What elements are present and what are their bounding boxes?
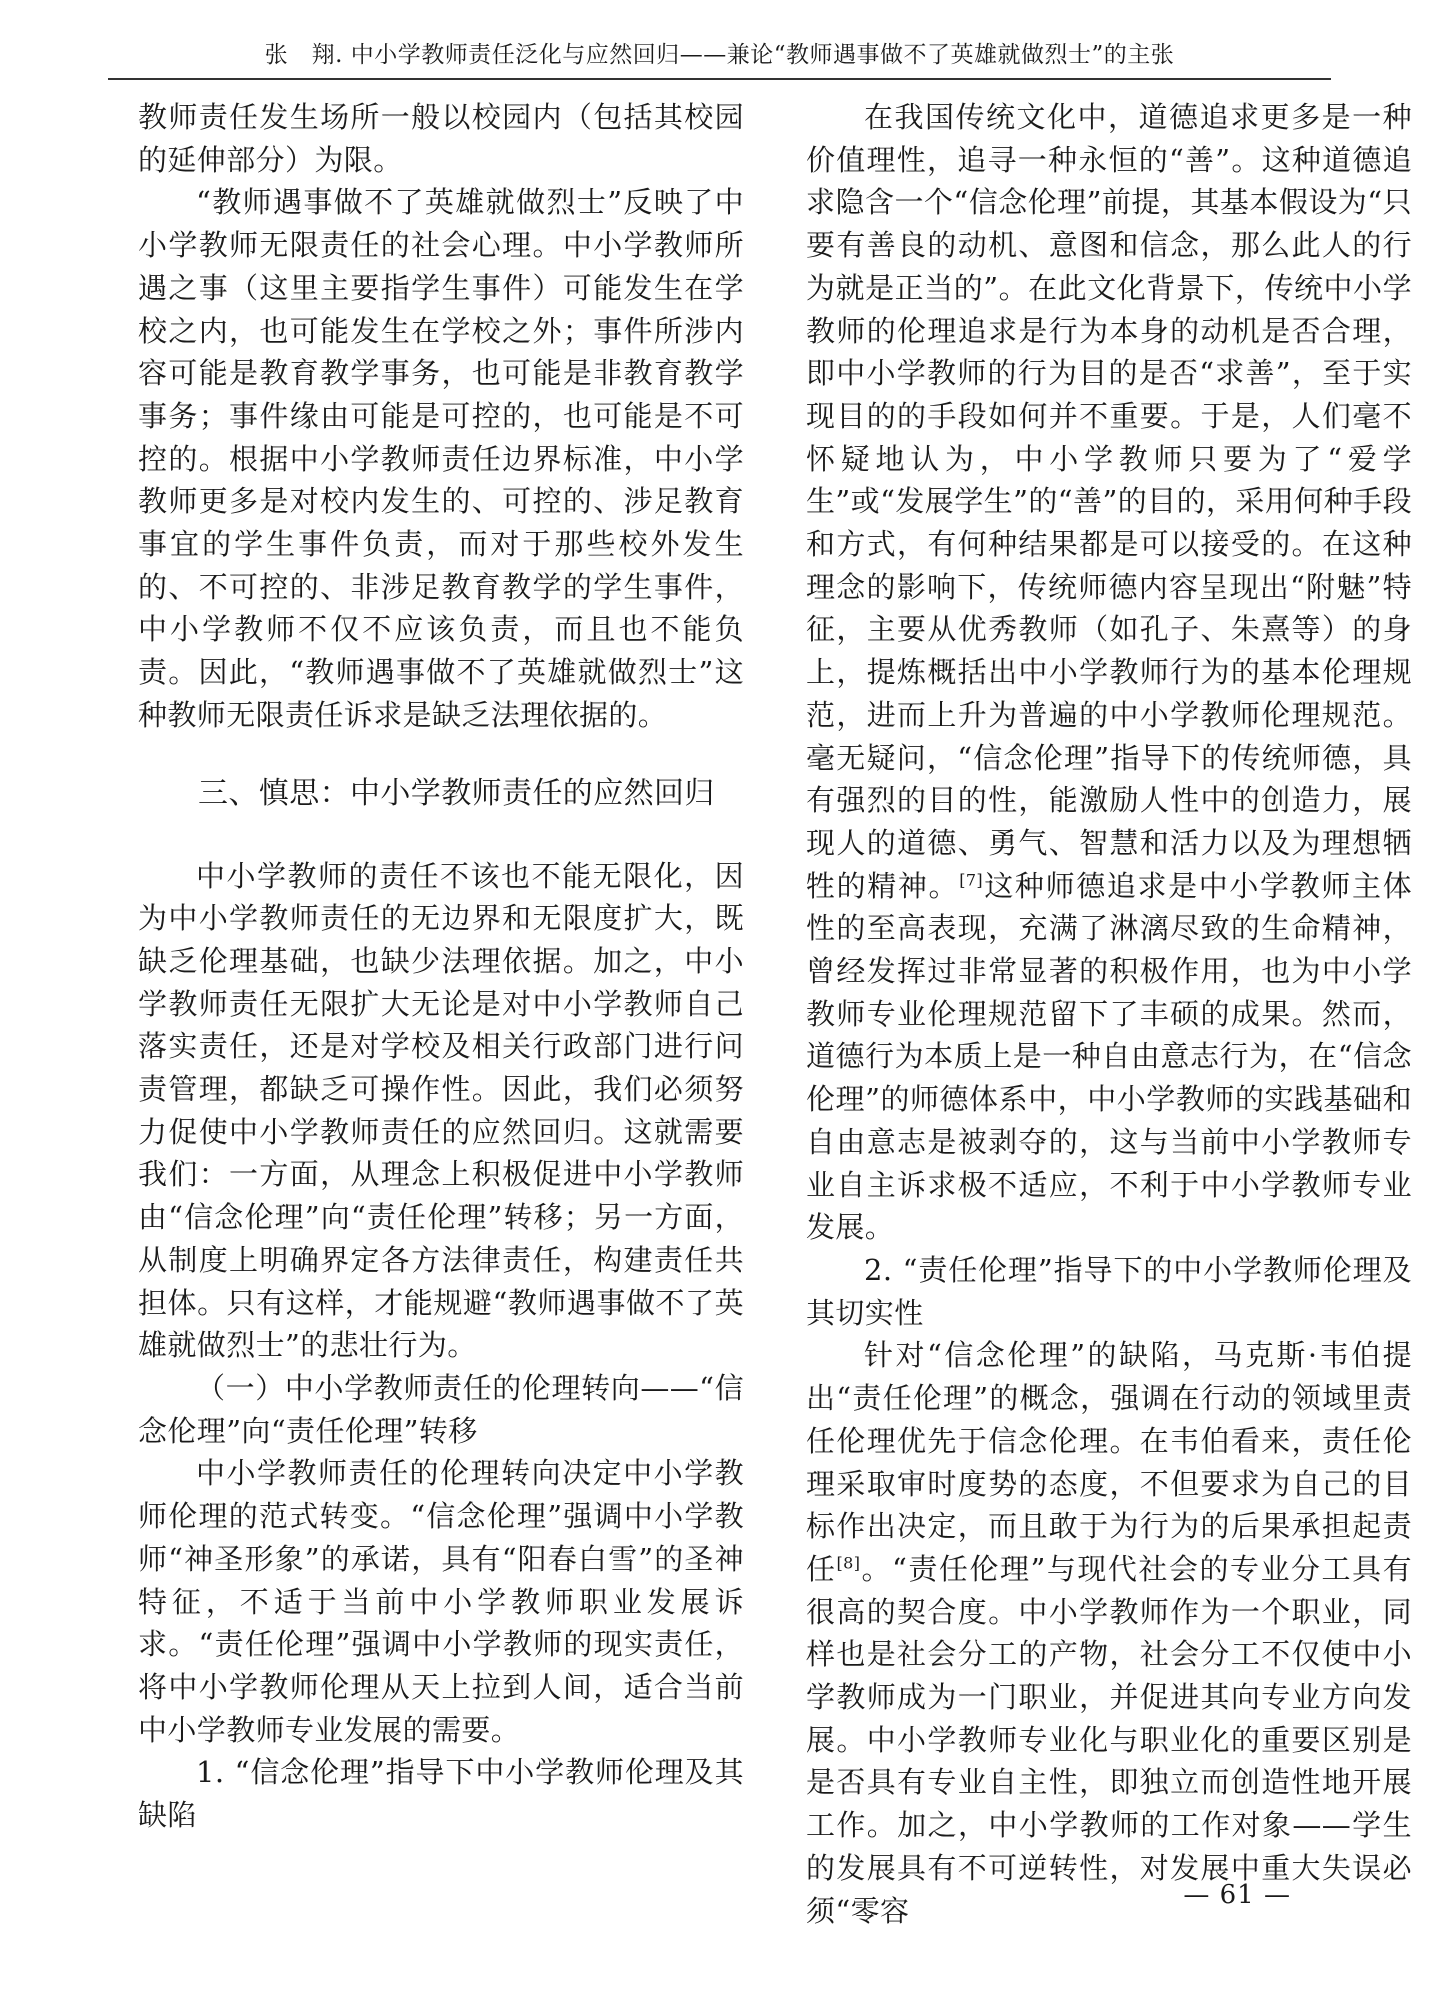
paragraph: 中小学教师的责任不该也不能无限化，因为中小学教师责任的无边界和无限度扩大，既缺乏伦理基础，也缺少法理依据。加之，中小学教师责任无限扩大无论是对中小学教师自己落实责任，还是对学校及相关行政部门进行问责管理，都缺乏可操作性。因此，我们必须努力促使中小学教师责任的应然回归。这就需要我们：一方面，从理念上积极促进中小学教师由“信念伦理”向“责任伦理”转移；另一方面，从制度上明确界定各方法律责任，构建责任共担体。只有这样，才能规避“教师遇事做不了英雄就做烈士”的悲壮行为。 <box>138 858 744 1363</box>
section-heading: 三、慎思：中小学教师责任的应然回归 <box>198 775 715 811</box>
paragraph-text: 这种师德追求是中小学教师主体性的至高表现，充满了淋漓尽致的生命精神，曾经发挥过非常显著的积极作用，也为中小学教师专业伦理规范留下了丰硕的成果。然而，道德行为本质上是一种自由意志行为，在“信念伦理”的师德体系中，中小学教师的实践基础和自由意志是被剥夺的，这与当前中小学教师专业自主诉求极不适应，不利于中小学教师专业发展。 <box>806 868 1412 1245</box>
subsection-heading: （一）中小学教师责任的伦理转向——“信念伦理”向“责任伦理”转移 <box>138 1370 744 1448</box>
left-column <box>138 96 744 1837</box>
subsection-heading: 2. “责任伦理”指导下的中小学教师伦理及其切实性 <box>806 1252 1412 1330</box>
citation-ref[interactable]: [7] <box>959 870 984 889</box>
right-column <box>806 96 1412 1932</box>
citation-ref[interactable]: [8] <box>836 1553 861 1573</box>
paragraph-text: 。“责任伦理”与现代社会的专业分工具有很高的契合度。中小学教师作为一个职业，同样也是社会分工的产物，社会分工不仅使中小学教师成为一门职业，并促进其向专业方向发展。中小学教师专业化与职业化的重要区别是是否具有专业自主性，即独立而创造性地开展工作。加之，中小学教师的工作对象——学生的发展具有不可逆转性，对发展中重大失误必须“零容 <box>806 1551 1412 1928</box>
paragraph-text: 在我国传统文化中，道德追求更多是一种价值理性，追寻一种永恒的“善”。这种道德追求隐含一个“信念伦理”前提，其基本假设为“只要有善良的动机、意图和信念，那么此人的行为就是正当的”。在此文化背景下，传统中小学教师的伦理追求是行为本身的动机是否合理，即中小学教师的行为目的是否“求善”，至于实现目的的手段如何并不重要。于是，人们毫不怀疑地认为，中小学教师只要为了“爱学生”或“发展学生”的“善”的目的，采用何种手段和方式，有何种结果都是可以接受的。在这种理念的影响下，传统师德内容呈现出“附魅”特征，主要从优秀教师（如孔子、朱熹等）的身上，提炼概括出中小学教师行为的基本伦理规范，进而上升为普遍的中小学教师伦理规范。毫无疑问，“信念伦理”指导下的传统师德，具有强烈的目的性，能激励人性中的创造力，展现人的道德、勇气、智慧和活力以及为理想牺牲的精神。 <box>806 100 1412 903</box>
page-number: — 61 — <box>1183 1880 1291 1910</box>
paragraph: “教师遇事做不了英雄就做烈士”反映了中小学教师无限责任的社会心理。中小学教师所遇之事（这里主要指学生事件）可能发生在学校之内，也可能发生在学校之外；事件所涉内容可能是教育教学事务，也可能是非教育教学事务；事件缘由可能是可控的，也可能是不可控的。根据中小学教师责任边界标准，中小学教师更多是对校内发生的、可控的、涉足教育事宜的学生事件负责，而对于那些校外发生的、不可控的、非涉足教育教学的学生事件，中小学教师不仅不应该负责，而且也不能负责。因此，“教师遇事做不了英雄就做烈士”这种教师无限责任诉求是缺乏法理依据的。 <box>138 185 744 732</box>
paragraph <box>806 96 1412 1249</box>
paragraph <box>806 1334 1412 1932</box>
subsection-heading: 1. “信念伦理”指导下中小学教师伦理及其缺陷 <box>138 1755 744 1833</box>
running-header <box>108 38 1331 80</box>
paragraph-text: 针对“信念伦理”的缺陷，马克斯·韦伯提出“责任伦理”的概念，强调在行动的领域里责任伦理优先于信念伦理。在韦伯看来，责任伦理采取审时度势的态度，不但要求为自己的目标作出决定，而且敢于为行为的后果承担起责任 <box>806 1338 1412 1586</box>
running-title: 张 翔. 中小学教师责任泛化与应然回归——兼论“教师遇事做不了英雄就做烈士”的主张 <box>264 42 1175 68</box>
paragraph: 中小学教师责任的伦理转向决定中小学教师伦理的范式转变。“信念伦理”强调中小学教师“神圣形象”的承诺，具有“阳春白雪”的圣神特征，不适于当前中小学教师职业发展诉求。“责任伦理”强调中小学教师的现实责任，将中小学教师伦理从天上拉到人间，适合当前中小学教师专业发展的需要。 <box>138 1456 744 1747</box>
paragraph-continued: 教师责任发生场所一般以校园内（包括其校园的延伸部分）为限。 <box>138 100 744 177</box>
